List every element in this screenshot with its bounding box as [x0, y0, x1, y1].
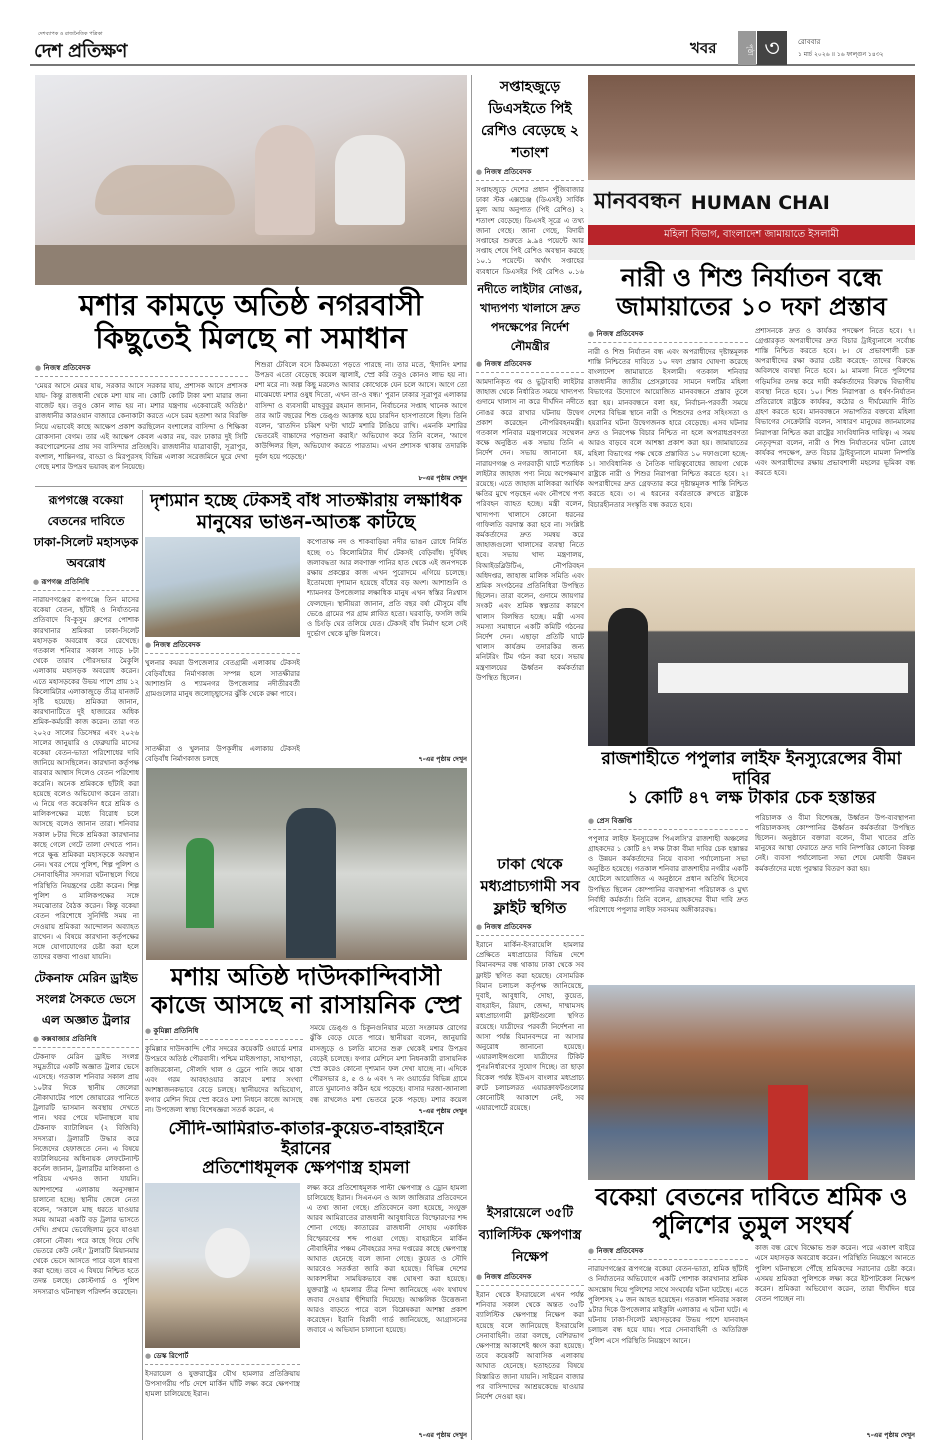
- insurance-body-col2: পরিচালক ও বীমা বিশেষজ্ঞ, উর্ধ্বতন উপ-ব্যবস্থাপনা পরিচালকসহ কোম্পানির ঊর্ধ্বতন কর্মকর্তারা উপস্থিত ছিলেন। অনুষ্ঠানে বক্তারা বলেন, বীমা খাতের প্রতি মানুষের আস্থা ফেরাতে দ্রুত দাবি নিষ্পত্তির কোনো বিকল্প নেই। ব্যবসা পর্যালোচনা সভা শেষে মেধাবী উন্নয়ন কর্মকর্তাদের মধ্যে পুরস্কার বিতরণ করা হয়।: [755, 813, 915, 873]
- lighter-body: আমদানিকৃত গম ও ভুট্টাবাহী লাইটার জাহাজ থেকে নির্ধারিত সময়ে খাদ্যপণ্য গুদামে খালাস না করে দীর্ঘদিন নদীতে নোঙর করে রাখার ঘটনায় উদ্বেগ প্রকাশ করেছেন নৌপরিবহনমন্ত্রী। গতকাল শনিবার মন্ত্রণালয়ের সম্মেলন কক্ষে অনুষ্ঠিত এক সভায় তিনি এ নির্দেশ দেন। সভায় জানানো হয়, নারায়ণগঞ্জ ও নগরবাড়ী ঘাটে শতাধিক লাইটার জাহাজ পণ্য নিয়ে অপেক্ষমাণ রয়েছে। এতে জাহাজ মালিকরা আর্থিক ক্ষতির মুখে পড়ছেন এবং নৌপথে পণ্য পরিবহন ব্যাহত হচ্ছে। মন্ত্রী বলেন, খাদ্যপণ্য খালাসে কোনো ধরনের গাফিলতি বরদাস্ত করা হবে না। সংশ্লিষ্ট কর্মকর্তাদের দ্রুত সমন্বয় করে জাহাজগুলো খালাসের ব্যবস্থা নিতে হবে। সভায় খাদ্য মন্ত্রণালয়, বিআইডব্লিউটিএ, নৌপরিবহন অধিদপ্তর, জাহাজ মালিক সমিতি এবং শ্রমিক সংগঠনের প্রতিনিধিরা উপস্থিত ছিলেন। তারা বলেন, গুদামে জায়গার সংকট এবং শ্রমিক স্বল্পতার কারণে খালাস বিলম্বিত হচ্ছে। মন্ত্রী এসব সমস্যা সমাধানে একটি কমিটি গঠনের নির্দেশ দেন। এছাড়া প্রতিটি ঘাটে খালাস কার্যক্রম তদারকির জন্য মনিটরিং টিম গঠন করা হবে। সভায় মন্ত্রণালয়ের ঊর্ধ্বতন কর্মকর্তারা উপস্থিত ছিলেন।: [476, 378, 584, 682]
- page-number: ৩: [757, 31, 787, 65]
- jamaat-story: [588, 75, 915, 562]
- daudkandi-jump-link[interactable]: ৭-এর পৃষ্ঠায় দেখুন: [418, 1107, 467, 1115]
- embankment-photo: [145, 537, 300, 637]
- gulf-story: [145, 1120, 467, 1440]
- mosquito-jump-link[interactable]: ৮-এর পৃষ্ঠায় দেখুন: [418, 474, 467, 482]
- jamaat-byline: ● নিজস্ব প্রতিবেদক: [588, 329, 748, 343]
- page-label: পৃষ্ঠা: [738, 31, 756, 65]
- banner-text-bn: মানববন্ধন: [594, 189, 681, 214]
- lighter-byline: ● নিজস্ব প্রতিবেদক: [476, 359, 584, 373]
- flights-story: [476, 853, 584, 1198]
- satkhira-headline-2[interactable]: মানুষের ভাঙন-আতঙ্ক কাটছে: [196, 510, 416, 533]
- wages-body-col2: কাজ বন্ধ রেখে বিক্ষোভ শুরু করেন। পরে একাংশ বাইরে এসে মহাসড়ক অবরোধ করেন। পরিস্থিতি নিয়ন্ত্রণে আনতে পুলিশ ঘটনাস্থলে পৌঁছে শ্রমিকদের সরানোর চেষ্টা করে। এসময় শ্রমিকরা পুলিশকে লক্ষ্য করে ইটপাটকেল নিক্ষেপ করেন। শ্রমিকরা অভিযোগ করেন, তারা দীর্ঘদিন ধরে বেতন পাচ্ছেন না।: [755, 1244, 915, 1304]
- teknaf-body: টেকনাফ মেরিন ড্রাইভ সংলগ্ন সমুদ্রতীরে একটি অজ্ঞাত ট্রলার ভেসে এসেছে। গতকাল শনিবার সকাল প্রায় ১০টার দিকে স্থানীয় জেলেরা নৌকাঘাটের পাশে জোয়ারের পানিতে ট্রলারটি ভাসমান অবস্থায় দেখতে পান। খবর পেয়ে ঘটনাস্থলে যায় টেকনাফ ব্যাটালিয়ন (২ বিজিবি) সদস্যরা। ট্রলারটি উদ্ধার করে নিজেদের হেফাজতে নেন। এ বিষয়ে ব্যাটালিয়নের অধিনায়ক লেফটেন্যান্ট কর্নেল জানান, ট্রলারটির মালিকানা ও পরিচয় এখনও জানা যায়নি। আশপাশের এলাকায় অনুসন্ধান চালানো হচ্ছে। স্থানীয় জেলে নেতা বলেন, 'সকালে মাছ ধরতে যাওয়ার সময় আমরা একটি বড় ট্রলার ভাসতে দেখি। প্রথমে ভেবেছিলাম ডুবে যাওয়া কোনো নৌকা। পরে কাছে গিয়ে দেখি ভেতরে কেউ নেই।' ট্রলারটি মিয়ানমার থেকে ভেসে আসতে পারে বলে ধারণা করা হচ্ছে। তবে এ বিষয়ে নিশ্চিত হতে তদন্ত চলছে। কোস্টগার্ড ও পুলিশ সদস্যরাও ঘটনাস্থল পরিদর্শন করেছেন।: [33, 1053, 139, 1296]
- flights-byline: ● নিজস্ব প্রতিবেদক: [476, 922, 584, 936]
- insurance-byline: ● প্রেস বিজ্ঞপ্তি: [588, 816, 748, 830]
- column-divider: [142, 490, 143, 1440]
- dse-story: [476, 76, 584, 276]
- teknaf-story: [33, 968, 139, 1440]
- banner-subtext: মহিলা বিভাগ, বাংলাদেশ জামায়াতে ইসলামী: [588, 225, 915, 245]
- gulf-headline-2[interactable]: প্রতিশোধমূলক ক্ষেপণাস্ত্র হামলা: [202, 1158, 410, 1179]
- satkhira-story: [145, 492, 467, 764]
- wages-headline-2[interactable]: পুলিশের তুমুল সংঘর্ষ: [652, 1210, 851, 1239]
- jamaat-body-col1: নারী ও শিশু নির্যাতন বন্ধ এবং অপরাধীদের দৃষ্টান্তমূলক শাস্তি নিশ্চিতের দাবিতে ১০ দফা প্রস্তাব ঘোষণা করেছে বাংলাদেশ জামায়াতে ইসলামী। গতকাল শনিবার রাজধানীর জাতীয় প্রেসক্লাবের সামনে দলটির মহিলা বিভাগের উদ্যোগে আয়োজিত মানববন্ধনে প্রস্তাব তুলে ধরা হয়। মানববন্ধনে বলা হয়, নির্বাচন-পরবর্তী সময়ে দেশের বিভিন্ন স্থানে নারী ও শিশুদের ওপর সহিংসতা ও হয়রানির ঘটনা উদ্বেগজনক হারে বেড়েছে। এসব ঘটনার দ্রুত ও নিরপেক্ষ বিচার নিশ্চিত না হলে অপরাধপ্রবণতা আরও বাড়বে বলে আশঙ্কা প্রকাশ করা হয়। জামায়াতের মহিলা বিভাগের পক্ষ থেকে প্রস্তাবিত ১০ দফাগুলো হচ্ছে- ১। সাংবিধানিক ও নৈতিক দায়িত্ববোধের জায়গা থেকে রাষ্ট্রকে নারী ও শিশুর নিরাপত্তা নিশ্চিত করতে হবে। ২। অপরাধীদের দ্রুত গ্রেফতার করে দৃষ্টান্তমূলক শাস্তি নিশ্চিত করতে হবে। ৩। এ ধরনের বর্বরতাকে রুখতে রাষ্ট্রকে বিচারহীনতার সংস্কৃতি বন্ধ করতে হবে।: [588, 347, 748, 509]
- dse-headline[interactable]: সপ্তাহজুড়ে ডিএসইতে পিই রেশিও বেড়েছে ২ শতাংশ: [480, 79, 580, 161]
- daudkandi-body-col2: সময়ে ডেঙ্গু ও চিকুনগুনিয়ার মতো সংক্রামক রোগের ঝুঁকি বেড়ে যেতে পারে। স্থানীয়রা বলেন, জানুয়ারি মাসজুড়ে ও চলতি মাসের শুরু থেকেই মশার উপদ্রব বেড়েই চলেছে। ফগার মেশিনে মশা নিধনকারী রাসায়নিক স্প্রে করেও কোনো দৃশ্যমান ফল দেখা যাচ্ছে না। এদিকে পৌরসভার ৪, ৫ ও ৬ এবং ৭ নং ওয়ার্ডের বিভিন্ন গ্রামে রাতে ঘুমানোও কঠিন হয়ে পড়েছে। বাসার দরজা-জানালা বন্ধ রাখলেও মশা ভেতরে ঢুকে পড়ছে। মশার কয়েল: [309, 1024, 467, 1104]
- satkhira-byline: ● নিজস্ব প্রতিবেদক: [145, 640, 300, 654]
- daudkandi-headline-2[interactable]: কাজে আসছে না রাসায়নিক স্প্রে: [150, 990, 462, 1019]
- dse-byline: ● নিজস্ব প্রতিবেদক: [476, 167, 584, 181]
- wages-story: [588, 985, 915, 1440]
- rupganj-body: নারায়ণগঞ্জের রূপগঞ্জে তিন মাসের বকেয়া বেতন, ছাঁটাই ও নির্যাতনের প্রতিবাদে বি-কুসুম গ্রুপের পোশাক কারখানার শ্রমিকরা ঢাকা-সিলেট মহাসড়ক অবরোধ করে রেখেছে। গতকাল শনিবার সকাল সাড়ে ৮টা থেকে তারাব পৌরসভার মৈকুলি এলাকায় মহাসড়ক অবরোধ করেন। এতে মহাসড়কের উভয় পাশে প্রায় ১২ কিলোমিটার এলাকাজুড়ে তীব্র যানজট সৃষ্টি হয়েছে। শ্রমিকরা জানান, কারখানাটিতে দুই হাজারের অধিক শ্রমিক-কর্মচারী কাজ করেন। তারা গত ২০২৫ সালের ডিসেম্বর এবং ২০২৬ সালের জানুয়ারি ও ফেব্রুয়ারি মাসের বকেয়া বেতন-ভাতা পরিশোধের দাবি জানিয়ে আসছিলেন। কারখানা কর্তৃপক্ষ বারবার আশ্বাস দিলেও বেতন পরিশোধ করেনি। অনেক শ্রমিককে ছাঁটাই করা হয়েছে বলেও অভিযোগ করেন তারা। এ নিয়ে গত কয়েকদিন ধরে শ্রমিক ও মালিকপক্ষের মধ্যে বিরোধ চলে আসছে বলেও জানান তারা। শনিবার সকাল ৮টার দিকে শ্রমিকরা কারখানার কাছে গেলে গেটে তালা দেখতে পান। পরে ক্ষুব্ধ শ্রমিকরা মহাসড়কে অবস্থান নেন। খবর পেয়ে পুলিশ, শিল্প পুলিশ ও সেনাবাহিনীর সদস্যরা ঘটনাস্থলে গিয়ে পরিস্থিতি নিয়ন্ত্রণের চেষ্টা করেন। শিল্প পুলিশ ও মালিকপক্ষের সঙ্গে সমঝোতার বৈঠক করেন। কিন্তু বকেয়া বেতন পরিশোধে সুনির্দিষ্ট সময় না দেওয়ায় শ্রমিকরা আন্দোলন অব্যাহত রাখেন। এ বিষয়ে কারখানা কর্তৃপক্ষের সঙ্গে যোগাযোগের চেষ্টা করা হলে তাদের বক্তব্য পাওয়া যায়নি।: [33, 596, 139, 962]
- missile-strike-photo: [145, 1183, 300, 1348]
- fogging-photo: [146, 768, 467, 960]
- workers-clash-photo: [588, 985, 915, 1180]
- mosquito-net-photo: [35, 75, 467, 285]
- flights-headline[interactable]: ঢাকা থেকে মধ্যপ্রাচ্যগামী সব ফ্লাইট স্থগিত: [480, 855, 580, 917]
- jamaat-headline-1[interactable]: নারী ও শিশু নির্যাতন বন্ধে: [621, 263, 882, 292]
- cheque-handover-photo: [588, 568, 915, 746]
- divider: [35, 486, 467, 487]
- daudkandi-byline: ● কুমিল্লা প্রতিনিধি: [145, 1026, 303, 1040]
- mosquito-body-col2: শিশুরা টেবিলে বসে ঠিকমতো পড়তে পারছে না। তার মতে, 'ইদানিং মশার উপদ্রব এতো বেড়েছে কয়েল জ্বালাই, স্প্রে করি তবুও কোনও লাভ হয় না। মশা মরে না। অল্প কিছু মরলেও আবার কোত্থেকে যেন চলে আসে। আগে তো মাঝেমধ্যে মশার ওষুধ দিতো, এখন তা-ও বন্ধ।' পুরান ঢাকার সূত্রাপুর এলাকার বাসিন্দা ও ব্যবসায়ী মাহবুবুর রহমান জানান, নির্বাচনের সপ্তাহ খানেক আগে তার আট বছরের শিশু ডেঙ্গু আক্রান্ত হয়ে চারদিন হাসপাতালে ছিল। তিনি বলেন, 'রাতদিন চব্বিশ ঘণ্টা খাটে মশারি টাঙিয়ে রাখি। এমনকি মশারির ভেতরেই বাচ্চাদের পড়াশুনা করাই।' অভিযোগ করে তিনি বলেন, 'আগে কাউন্সিলর ছিল, অভিযোগ করতে পারতাম। এখন প্রশাসক থাকায় তদারকি দুর্বল হয়ে পড়েছে।': [254, 360, 467, 461]
- missiles-story: [476, 1203, 584, 1440]
- teknaf-byline: ● কক্সবাজার প্রতিনিধি: [33, 1034, 139, 1048]
- lighter-headline[interactable]: নদীতে লাইটার নোঙর, খাদ্যপণ্য খালাসে দ্রুত পদক্ষেপের নির্দেশ নৌমন্ত্রীর: [477, 282, 583, 353]
- insurance-story: [588, 568, 915, 981]
- banner-text-en: HUMAN CHAI: [690, 191, 830, 214]
- gulf-body-col2: লক্ষ্য করে প্রতিশোধমূলক পাল্টা ক্ষেপণাস্ত্র ও ড্রোন হামলা চালিয়েছে ইরান। সিএনএন ও আল জাজিরার প্রতিবেদনে এ তথ্য জানা গেছে। প্রতিবেদনে বলা হয়েছে, সংযুক্ত আরব আমিরাতের রাজধানী আবুধাবিতে বিস্ফোরণের শব্দ শোনা গেছে। কাতারের রাজধানী দোহায় একাধিক বিস্ফোরণের শব্দ পাওয়া গেছে। বাহরাইনে মার্কিন নৌবাহিনীর পঞ্চম নৌবহরের সদর দপ্তরের কাছে ক্ষেপণাস্ত্র আঘাত হেনেছে বলে জানা গেছে। কুয়েত ও সৌদি আরবেও সতর্কতা জারি করা হয়েছে। বিভিন্ন দেশের আকাশসীমা সাময়িকভাবে বন্ধ ঘোষণা করা হয়েছে। যুক্তরাষ্ট্র এ হামলার তীব্র নিন্দা জানিয়েছে এবং যথাযথ জবাব দেওয়ার হুঁশিয়ারি দিয়েছে। আঞ্চলিক উত্তেজনা আরও বাড়তে পারে বলে বিশ্লেষকরা আশঙ্কা প্রকাশ করেছেন। ইরানি বিপ্লবী গার্ড জানিয়েছে, আগ্রাসনের জবাবে এ অভিযান চালানো হয়েছে।: [307, 1183, 467, 1335]
- column-divider: [471, 75, 472, 1440]
- satkhira-caption: সাতক্ষীরা ও খুলনার উপকূলীয় এলাকায় টেকসই বেড়িবাঁধ নির্মাণকাজ চলছে: [145, 744, 300, 763]
- issue-day: রোববার: [798, 38, 821, 46]
- mosquito-body-col1: 'মেয়র আসে মেয়র যায়, সরকার আসে সরকার যায়, প্রশাসক আসে প্রশাসক যায়- কিন্তু রাজধানী থেকে মশা যায় না। কোটি কোটি টাকা মশা মারার জন্য বাজেট হয়। তবুও কোন লাভ হয় না। মশার যন্ত্রণায় একেবারেই অতিষ্ঠ।' রাজধানীর কারওয়ান বাজারে কেনাকাটা করতে এসে চরম হতাশা আর বিরক্তি নিয়ে এভাবেই কাছে আক্ষেপ প্রকাশ করছিলেন বংশালের বাসিন্দা ও শিক্ষিকা রোকসানা বেগম। তার এই আক্ষেপ কেবল একার নয়, বরং ঢাকার দুই সিটি করপোরেশনের প্রায় সব বাসিন্দার প্রতিচ্ছবি। রাজধানীর যাত্রাবাড়ী, সূত্রাপুর, বংশাল, শান্তিনগর, বাড্ডা ও মিরপুরসহ বিভিন্ন এলাকা সরেজমিনে ঘুরে দেখা গেছে মশার উপদ্রব ভয়াবহ রূপ নিয়েছে।: [35, 381, 248, 472]
- rupganj-byline: ● রূপগঞ্জ প্রতিনিধি: [33, 577, 139, 591]
- issue-date: ১ মার্চ ২০২৬ ॥ ১৬ ফাল্গুন ১৪৩২: [798, 51, 884, 58]
- missiles-headline[interactable]: ইসরায়েলে ৩৫টি ব্যালিস্টিক ক্ষেপণাস্ত্র নিক্ষেপ: [478, 1206, 582, 1265]
- human-chain-photo: [588, 75, 915, 260]
- lighter-story: [476, 280, 584, 845]
- satkhira-headline-1[interactable]: দৃশ্যমান হচ্ছে টেকসই বাঁধ সাতক্ষীরায় লক্ষাধিক: [150, 492, 462, 511]
- gulf-byline: ● ডেস্ক রিপোর্ট: [145, 1351, 300, 1365]
- wages-jump-link[interactable]: ৭-এর পৃষ্ঠায় দেখুন: [866, 1431, 915, 1439]
- jamaat-body-col2: প্রশাসনকে দ্রুত ও কার্যকর পদক্ষেপ নিতে হবে। ৭। গ্রেপ্তারকৃত অপরাধীদের দ্রুত বিচার ট্রাইব্যুনালে সর্বোচ্চ শাস্তি নিশ্চিত করতে হবে। ৮। যে প্রভাবশালী চক্র অপরাধীদের রক্ষা করার চেষ্টা করেছে- তাদের বিরুদ্ধে অবিলম্বে ব্যবস্থা নিতে হবে। ৯। মামলা নিতে পুলিশের গড়িমসির তদন্ত করে দায়ী কর্মকর্তাদের বিরুদ্ধে বিভাগীয় ব্যবস্থা নিতে হবে। ১০। শিশু নিরাপত্তা ও ধর্ষণ-নির্যাতন প্রতিরোধে রাষ্ট্রকে কার্যকর, কঠোর ও দীর্ঘমেয়াদি নীতি গ্রহণ করতে হবে। মানববন্ধনে সভাপতির বক্তব্যে মহিলা বিভাগের সেক্রেটারি বলেন, সাধারণ মানুষের জানমালের নিরাপত্তা নিশ্চিত করা রাষ্ট্রের সাংবিধানিক দায়িত্ব। এ সময় নেতৃবৃন্দরা বলেন, নারী ও শিশু নির্যাতনের ঘটনা রোধে কার্যকর পদক্ষেপ, দ্রুত বিচার ট্রাইব্যুনালে মামলা নিষ্পত্তি এবং অপরাধীদের রক্ষায় প্রভাবশালী মহলের ভূমিকা বন্ধ করতে হবে।: [755, 326, 915, 478]
- dse-body: সপ্তাহজুড়ে দেশের প্রধান পুঁজিবাজার ঢাকা স্টক এক্সচেঞ্জ (ডিএসই) সার্বিক মূল্য আয় অনুপাত (পিই রেশিও) ২ শতাংশ বেড়েছে। ডিএসই সূত্রে এ তথ্য জানা গেছে। জানা গেছে, বিদায়ী সপ্তাহের শুরুতে ৯.৯৪ পয়েন্টে আর সপ্তাহ শেষে পিই রেশিও অবস্থান করছে ১০.১ পয়েন্টে। অর্থাৎ সপ্তাহের ব্যবধানে ডিএসইর পিই রেশিও ০.১৬: [476, 186, 584, 276]
- gulf-body-col1: ইসরায়েল ও যুক্তরাষ্ট্রের যৌথ হামলার প্রতিক্রিয়ায় উপসাগরীয় পাঁচ দেশে মার্কিন ঘাঁটি লক্ষ্য করে ক্ষেপণাস্ত্র হামলা চালিয়েছে ইরান।: [145, 1369, 300, 1399]
- masthead-tagline: দেশব্যাপক ও রাজনৈতিক পত্রিকা: [38, 31, 103, 37]
- gulf-jump-link[interactable]: ৭-এর পৃষ্ঠায় দেখুন: [418, 1431, 467, 1439]
- mosquito-byline: ● নিজস্ব প্রতিবেদক: [35, 363, 248, 377]
- satkhira-body-col2: কপোতাক্ষ নদ ও শাকবাড়িয়া নদীর ভাঙন রোধে নির্মিত হচ্ছে ৩১ কিলোমিটার দীর্ঘ টেকসই বেড়িবাঁধ। দুর্বিষহ জলাবদ্ধতা আর লবণাক্ত পানির হাত থেকে এই জনপদকে রক্ষায় প্রকল্পের কাজ এখন পুরোদমে এগিয়ে চলেছে। ইতোমধ্যে দৃশ্যমান হয়েছে বাঁধের বড় অংশ। আশাশুনি ও শ্যামনগর উপজেলার লক্ষাধিক মানুষ এখন স্বস্তির নিঃশ্বাস ফেলছেন। স্থানীয়রা জানান, প্রতি বছর বর্ষা মৌসুমে বাঁধ ভেঙে গ্রামের পর গ্রাম প্লাবিত হতো। ঘরবাড়ি, ফসলি জমি ও চিংড়ি ঘের তলিয়ে যেত। টেকসই বাঁধ নির্মাণ হলে সেই দুর্ভোগ থেকে মুক্তি মিলবে।: [307, 538, 467, 639]
- teknaf-headline[interactable]: টেকনাফ মেরিন ড্রাইভ সংলগ্ন সৈকতে ভেসে এল অজ্ঞাত ট্রলার: [34, 971, 138, 1027]
- mosquito-headline-1[interactable]: মশার কামড়ে অতিষ্ঠ নগরবাসী: [79, 288, 423, 322]
- missiles-body: ইরান থেকে ইসরায়েলে এখন পর্যন্ত শনিবার সকাল থেকে অন্তত ৩৫টি ব্যালিস্টিক ক্ষেপণাস্ত্র নিক্ষেপ করা হয়েছে বলে জানিয়েছে ইসরায়েলি সেনাবাহিনী। তারা বলছে, বেশিরভাগ ক্ষেপণাস্ত্র আকাশেই ধ্বংস করা হয়েছে। তবে কয়েকটি আবাসিক এলাকায় আঘাত হেনেছে। হতাহতের বিষয়ে বিস্তারিত জানা যায়নি। সাইরেন বাজার পর বাসিন্দাদের আশ্রয়কেন্দ্রে যাওয়ার নির্দেশ দেওয়া হয়।: [476, 1291, 584, 1402]
- banner-text-row: [588, 180, 915, 225]
- mosquito-headline-2[interactable]: কিছুতেই মিলছে না সমাধান: [95, 321, 407, 356]
- missiles-byline: ● নিজস্ব প্রতিবেদক: [476, 1272, 584, 1286]
- satkhira-jump-link[interactable]: ৭-এর পৃষ্ঠায় দেখুন: [418, 755, 467, 763]
- insurance-body-col1: পপুলার লাইফ ইনস্যুরেন্স পিএলসি'র রাজশাহী অঞ্চলের গ্রাহকদের ১ কোটি ৪৭ লক্ষ টাকা বীমা দাবির চেক হস্তান্তর ও উন্নয়ন কর্মকর্তাদের নিয়ে ব্যবসা পর্যালোচনা সভা অনুষ্ঠিত হয়েছে। গতকাল শনিবার রাজশাহীর নগরীর একটি হোটেলে আয়োজিত এ অনুষ্ঠানে প্রধান অতিথি হিসেবে উপস্থিত ছিলেন কোম্পানির ব্যবস্থাপনা পরিচালক ও মুখ্য নির্বাহী কর্মকর্তা। তিনি বলেন, গ্রাহকদের বীমা দাবি দ্রুত পরিশোধে পপুলার লাইফ সবসময় অঙ্গীকারবদ্ধ।: [588, 834, 748, 915]
- insurance-headline-1[interactable]: রাজশাহীতে পপুলার লাইফ ইনস্যুরেন্সের বীমা দাবির: [601, 749, 902, 789]
- flights-body: ইরানে মার্কিন-ইসরায়েলি হামলার প্রেক্ষিতে মধ্যপ্রাচ্যের বিভিন্ন দেশে বিমানবন্দর বন্ধ থাকায় ঢাকা থেকে সব ফ্লাইট স্থগিত করা হয়েছে। বেসামরিক বিমান চলাচল কর্তৃপক্ষ জানিয়েছে, দুবাই, আবুধাবি, দোহা, কুয়েত, বাহরাইন, রিয়াদ, জেদ্দা, দাম্মামসহ মধ্যপ্রাচ্যগামী ফ্লাইটগুলো স্থগিত রয়েছে। যাত্রীদের পরবর্তী নির্দেশনা না আসা পর্যন্ত বিমানবন্দরে না আসার অনুরোধ জানানো হয়েছে। এয়ারলাইন্সগুলো যাত্রীদের টিকিট পুনঃনির্ধারণের সুযোগ দিচ্ছে। তা ছাড়া বিকেল পর্যন্ত ইউএস বাংলার মধ্যপ্রাচ্য রুটে চলাচলরত এয়ারক্রাফটগুলোর কোনোটিই আকাশে নেই, সব এয়ারপোর্টে রয়েছে।: [476, 941, 584, 1113]
- wages-headline-1[interactable]: বকেয়া বেতনের দাবিতে শ্রমিক ও: [595, 1183, 908, 1211]
- daudkandi-body-col1: কুমিল্লার দাউদকান্দি পৌর সদরের কয়েকটি ওয়ার্ডে মশার উপদ্রবে অতিষ্ঠ পৌরবাসী। পশ্চিম মাইজপাড়া, সাহাপাড়া, কাজিরকোনা, সৌলদি খাল ও ড্রেনে পানি জমে থাকা এবং গরম আবহাওয়ার কারণে মশার সংখ্যা আশঙ্কাজনকভাবে বেড়ে চলছে। স্থানীয়দের অভিযোগ, ফগার মেশিন দিয়ে স্প্রে করেও মশা নিধনে কাজে আসছে না। উপজেলা স্বাস্থ্য বিশেষজ্ঞরা সতর্ক করেন, এ: [145, 1045, 303, 1115]
- masthead: [30, 30, 915, 66]
- insurance-headline-2[interactable]: ১ কোটি ৪৭ লক্ষ টাকার চেক হস্তান্তর: [627, 788, 876, 809]
- section-label: খবর: [690, 39, 717, 57]
- jamaat-headline-2[interactable]: জামায়াতের ১০ দফা প্রস্তাব: [616, 291, 887, 321]
- gulf-headline-1[interactable]: সৌদি-আমিরাত-কাতার-কুয়েত-বাহরাইনে ইরানের: [168, 1120, 444, 1159]
- satkhira-body-col1: খুলনার কয়রা উপজেলার বেতগ্রামী এলাকায় টেকসই বেড়িবাঁধের নির্মাণকাজ সম্পন্ন হলে সাতক্ষীরার আশাশুনি ও শ্যামনগর উপজেলার নদীতীরবর্তী গ্রামগুলোর মানুষ জলোচ্ছ্বাসের ঝুঁকি থেকে রক্ষা পাবে।: [145, 659, 300, 698]
- rupganj-story: [33, 490, 139, 962]
- newspaper-logo[interactable]: দেশ প্রতিক্ষণ: [34, 40, 127, 62]
- wages-body-col1: নারায়ণগঞ্জের রূপগঞ্জে বকেয়া বেতন-ভাতা, শ্রমিক ছাঁটাই ও নির্যাতনের অভিযোগে একটি পোশাক কারখানার শ্রমিক অসন্তোষ দিয়ে পুলিশের সাথে সংঘর্ষের ঘটনা ঘটেছে। এতে পুলিশসহ ২০ জন আহত হয়েছেন। গতকাল শনিবার সকাল ৯টার দিকে উপজেলার মাইকুলি এলাকার এ ঘটনা ঘটে। এ ঘটনায় ঢাকা-সিলেট মহাসড়কের উভয় পাশে যানবাহন চলাচল বন্ধ হয়ে যায়। পরে সেনাবাহিনী ও অতিরিক্ত পুলিশ এসে পরিস্থিতি নিয়ন্ত্রণে আনে।: [588, 1265, 748, 1345]
- daudkandi-story: [145, 964, 467, 1116]
- daudkandi-headline-1[interactable]: মশায় অতিষ্ঠ দাউদকান্দিবাসী: [170, 964, 442, 991]
- rupganj-headline[interactable]: রূপগঞ্জে বকেয়া বেতনের দাবিতে ঢাকা-সিলেট মহাসড়ক অবরোধ: [33, 493, 139, 570]
- wages-byline: ● নিজস্ব প্রতিবেদক: [588, 1246, 748, 1260]
- mosquito-story: [35, 75, 467, 483]
